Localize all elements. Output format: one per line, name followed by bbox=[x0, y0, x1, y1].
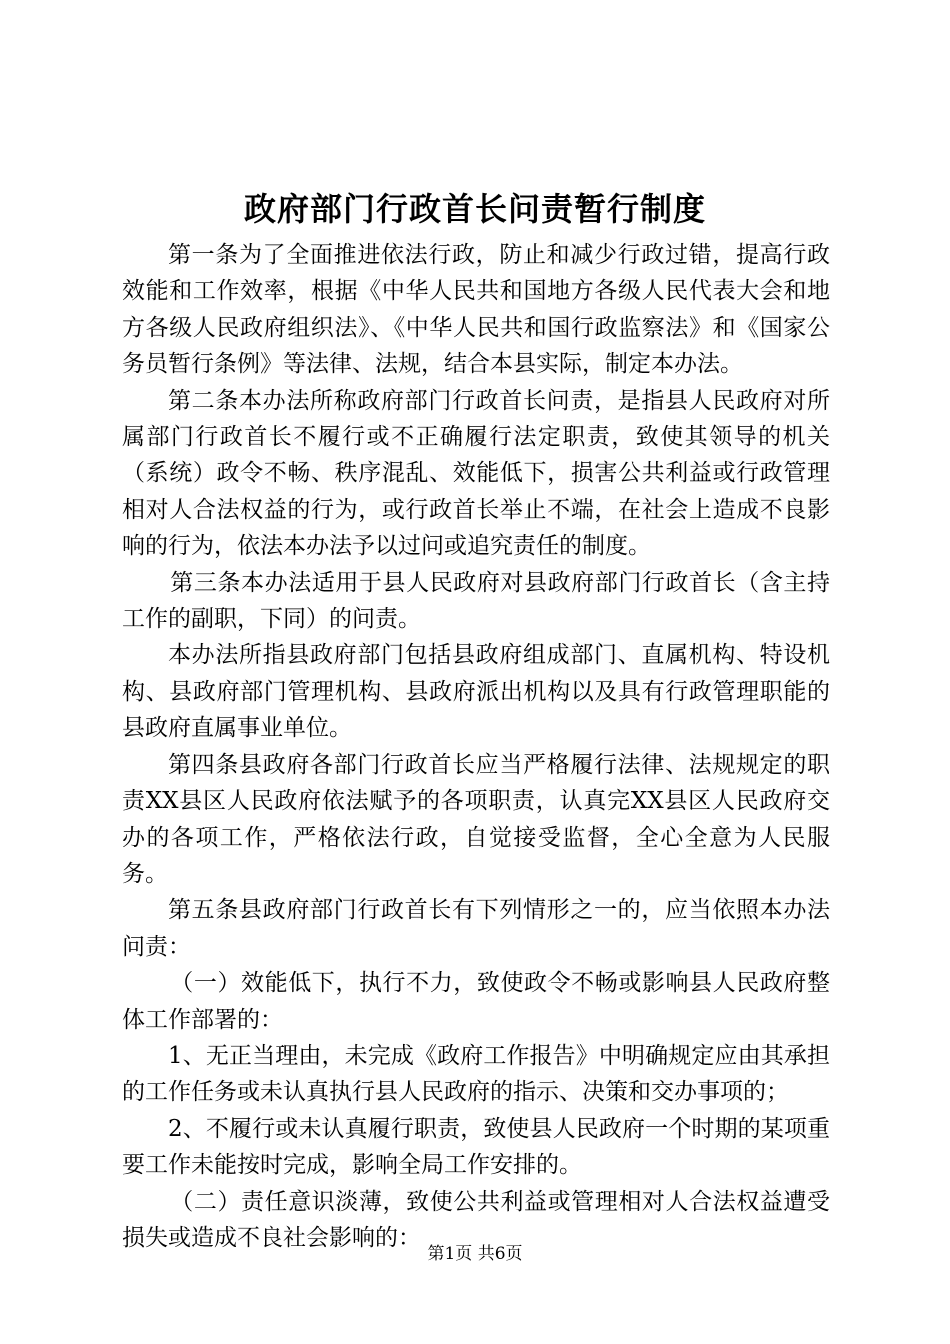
paragraph-article-3: 第三条本办法适用于县人民政府对县政府部门行政首长（含主持工作的副职，下同）的问责。 bbox=[122, 569, 830, 633]
paragraph-item-2: （二）责任意识淡薄，致使公共利益或管理相对人合法权益遭受损失或造成不良社会影响的： bbox=[122, 1188, 830, 1251]
document-body bbox=[122, 237, 830, 1256]
paragraph-scope-note: 本办法所指县政府部门包括县政府组成部门、直属机构、特设机构、县政府部门管理机构、县政府派出机构以及具有行政管理职能的县政府直属事业单位。 bbox=[122, 642, 830, 742]
paragraph-article-4: 第四条县政府各部门行政首长应当严格履行法律、法规规定的职责XX县区人民政府依法赋予的各项职责，认真完XX县区人民政府交办的各项工作，严格依法行政，自觉接受监督，全心全意为人民服务。 bbox=[122, 751, 830, 887]
document-title: 政府部门行政首长问责暂行制度 bbox=[243, 190, 706, 228]
paragraph-item-1: （一）效能低下，执行不力，致使政令不畅或影响县人民政府整体工作部署的： bbox=[122, 970, 830, 1033]
paragraph-subitem-2: 2、不履行或未认真履行职责，致使县人民政府一个时期的某项重要工作未能按时完成，影响全局工作安排的。 bbox=[122, 1115, 830, 1179]
paragraph-subitem-1: 1、无正当理由，未完成《政府工作报告》中明确规定应由其承担的工作任务或未认真执行县人民政府的指示、决策和交办事项的； bbox=[122, 1042, 830, 1106]
paragraph-article-1: 第一条为了全面推进依法行政，防止和减少行政过错，提高行政效能和工作效率，根据《中华人民共和国地方各级人民代表大会和地方各级人民政府组织法》、《中华人民共和国行政监察法》和《国家公务员暂行条例》等法律、法规，结合本县实际，制定本办法。 bbox=[122, 242, 830, 378]
paragraph-article-5: 第五条县政府部门行政首长有下列情形之一的，应当依照本办法问责： bbox=[122, 897, 830, 960]
page-footer: 第1页 共6页 bbox=[427, 1244, 523, 1264]
paragraph-article-2: 第二条本办法所称政府部门行政首长问责，是指县人民政府对所属部门行政首长不履行或不正确履行法定职责，致使其领导的机关（系统）政令不畅、秩序混乱、效能低下，损害公共利益或行政管理相对人合法权益的行为，或行政首长举止不端，在社会上造成不良影响的行为，依法本办法予以过问或追究责任的制度。 bbox=[122, 387, 830, 560]
